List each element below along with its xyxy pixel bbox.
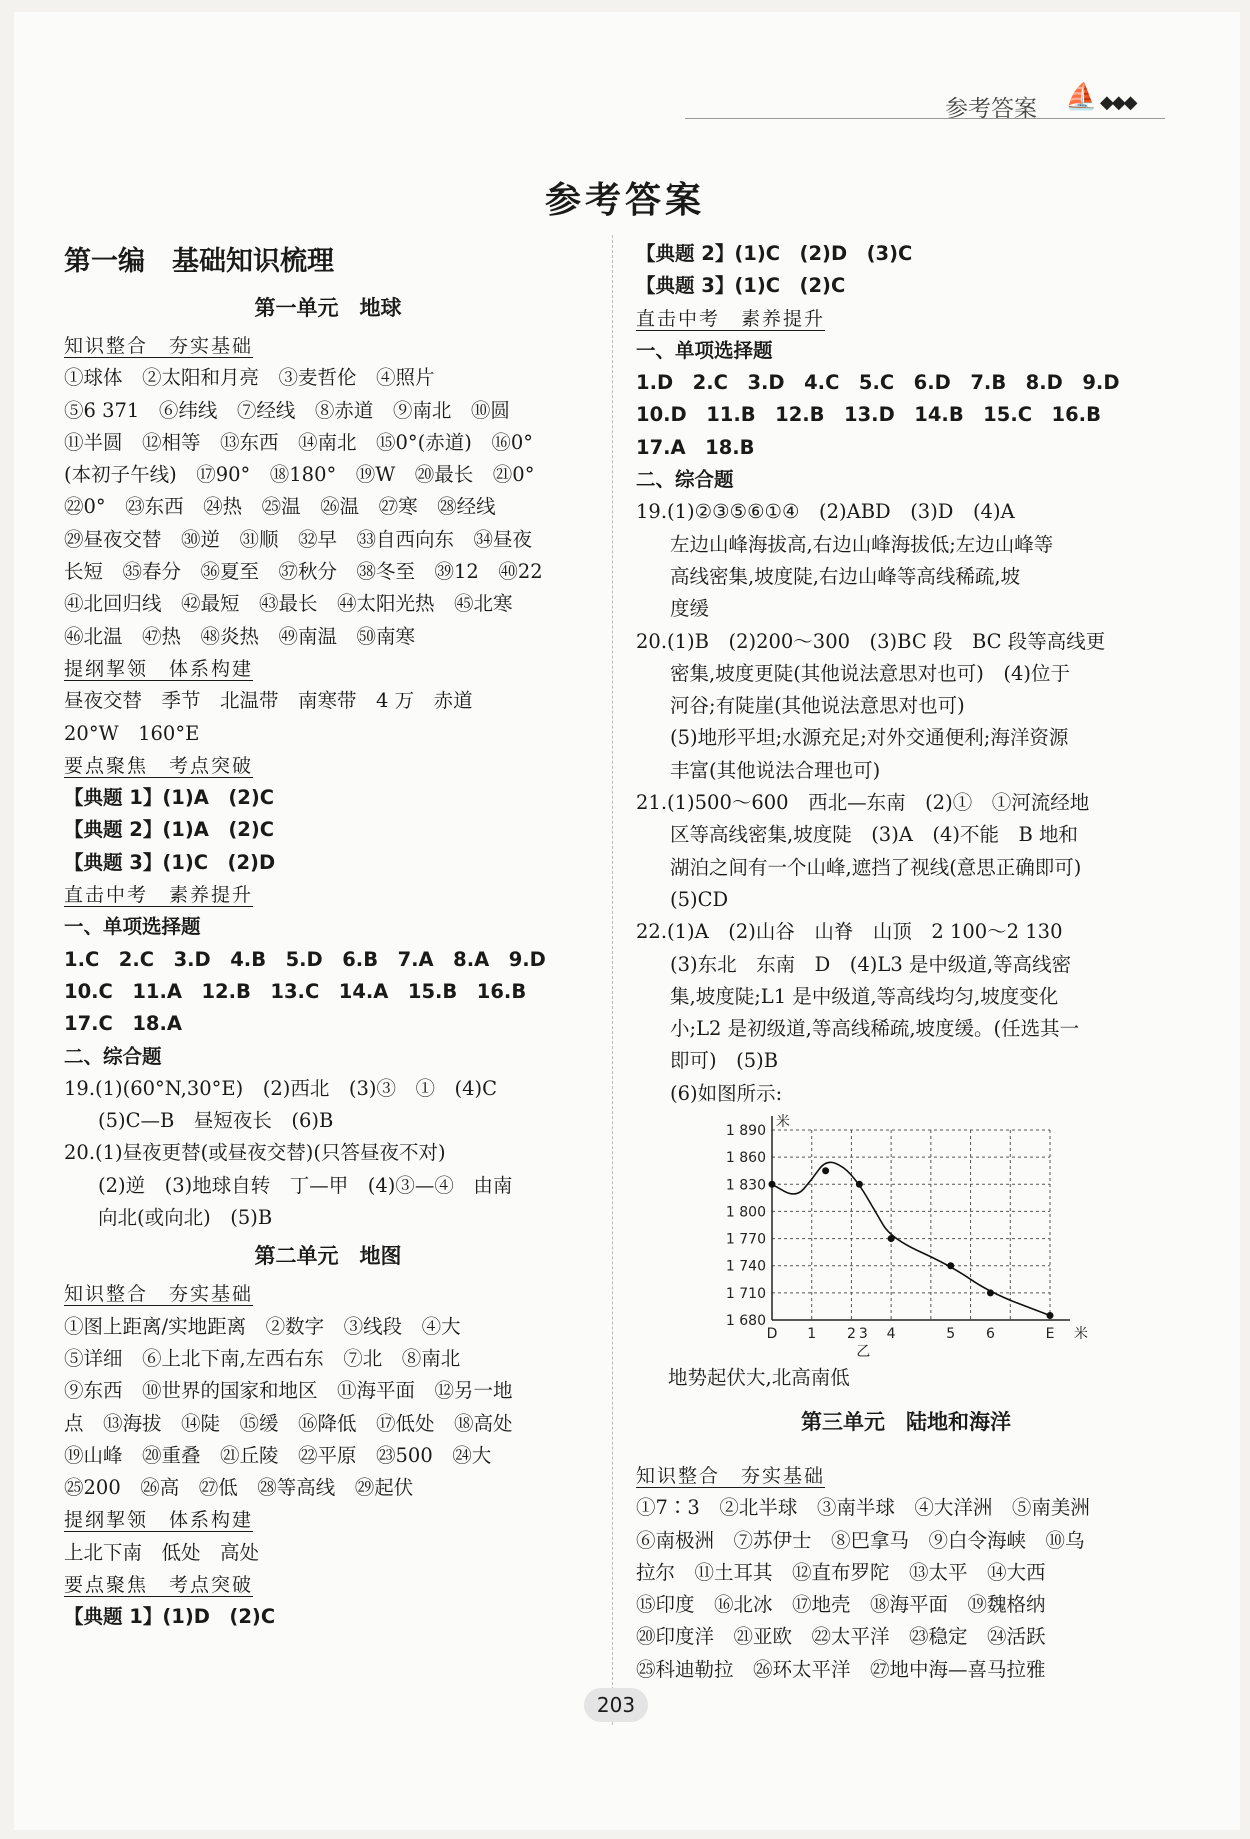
x-tick-label: 4 (886, 1326, 896, 1342)
elevation-profile-chart (720, 1110, 1100, 1360)
example-answer: 【典题 3】(1)C (2)D (64, 850, 276, 874)
answer-line: (本初子午线) ⑰90° ⑱180° ⑲W ⑳最长 ㉑0° (64, 463, 535, 487)
x-axis-label: 米 (1074, 1326, 1088, 1342)
answer-line: (5)CD (670, 887, 729, 911)
part-title: 第一编 基础知识梳理 (64, 246, 334, 277)
answer-line: 昼夜交替 季节 北温带 南寒带 4 万 赤道 (64, 689, 473, 713)
y-tick-label: 1 710 (725, 1285, 766, 1302)
answer-line: ⑤6 371 ⑥纬线 ⑦经线 ⑧赤道 ⑨南北 ⑩圆 (64, 398, 510, 422)
answer-line: 左边山峰海拔高,右边山峰海拔低;左边山峰等 (670, 532, 1054, 556)
y-tick-label: 1 890 (725, 1123, 766, 1139)
answer-line: ①球体 ②太阳和月亮 ③麦哲伦 ④照片 (64, 366, 435, 390)
x-tick-label: E (1045, 1326, 1055, 1342)
data-point (856, 1181, 863, 1188)
answer-line: ⑥南极洲 ⑦苏伊士 ⑧巴拿马 ⑨白令海峡 ⑩乌 (636, 1528, 1085, 1552)
answer-line: 20°W 160°E (64, 721, 200, 745)
chart-caption: 地势起伏大,北高南低 (668, 1366, 850, 1389)
answer-line: ①7∶3 ②北半球 ③南半球 ④大洋洲 ⑤南美洲 (636, 1496, 1090, 1520)
answer-line: 丰富(其他说法合理也可) (670, 758, 881, 782)
running-header (685, 82, 1165, 122)
x-tick-label: 2 (846, 1326, 856, 1342)
x-tick-label: D (766, 1326, 778, 1342)
header-rule (685, 118, 1165, 119)
section-heading: 提纲挈领 体系构建 (64, 657, 254, 680)
data-point (1047, 1312, 1054, 1319)
answer-line: 17.A 18.B (636, 435, 755, 459)
answer-line: ㊻北温 ㊼热 ㊽炎热 ㊾南温 ㊿南寒 (64, 624, 416, 648)
y-tick-label: 1 770 (725, 1231, 766, 1248)
example-answer: 【典题 2】(1)C (2)D (3)C (636, 242, 913, 265)
answer-line: 17.C 18.A (64, 1012, 182, 1036)
answer-line: 河谷;有陡崖(其他说法意思对也可) (670, 694, 965, 718)
section-heading: 知识整合 夯实基础 (64, 1283, 254, 1306)
diamond-ornament: ◆◆◆ (1100, 92, 1136, 113)
example-answer: 【典题 2】(1)A (2)C (64, 818, 275, 842)
sailboat-icon: ⛵ (1065, 82, 1098, 112)
answer-line: 10.C 11.A 12.B 13.C 14.A 15.B 16.B (64, 979, 527, 1003)
x-tick-label: 5 (946, 1326, 956, 1342)
right-column (636, 238, 1176, 1110)
data-point (769, 1181, 776, 1188)
section-heading: 直击中考 素养提升 (636, 307, 826, 330)
answer-line: (6)如图所示: (670, 1081, 783, 1105)
answer-line: (5)地形平坦;水源充足;对外交通便利;海洋资源 (670, 726, 1069, 750)
answer-line: 21.(1)500～600 西北—东南 (2)① ①河流经地 (636, 791, 1090, 815)
data-point (888, 1235, 895, 1242)
answer-line: ㉕科迪勒拉 ㉖环太平洋 ㉗地中海—喜马拉雅 (636, 1657, 1046, 1681)
answer-line: 向北(或向北) (5)B (98, 1206, 273, 1230)
subheading: 一、单项选择题 (636, 338, 773, 362)
left-column (64, 238, 592, 1634)
running-title: 参考答案 (945, 96, 1037, 122)
section-heading: 直击中考 素养提升 (64, 884, 254, 907)
x-tick-label: 1 (807, 1326, 817, 1342)
answer-line: 集,坡度陡;L1 是中级道,等高线均匀,坡度变化 (670, 984, 1059, 1008)
section-heading: 要点聚焦 考点突破 (64, 1573, 254, 1596)
y-tick-label: 1 830 (725, 1177, 766, 1194)
answer-line: ㊶北回归线 ㊷最短 ㊸最长 ㊹太阳光热 ㊺北寒 (64, 592, 513, 616)
answer-line: 10.D 11.B 12.B 13.D 14.B 15.C 16.B (636, 403, 1101, 427)
page-title: 参考答案 (544, 180, 705, 221)
answer-line: 20.(1)昼夜更替(或昼夜交替)(只答昼夜不对) (64, 1141, 446, 1165)
subheading: 二、综合题 (64, 1044, 162, 1068)
section-heading: 要点聚焦 考点突破 (64, 754, 254, 777)
answer-line: 拉尔 ⑪土耳其 ⑫直布罗陀 ⑬太平 ⑭大西 (636, 1560, 1046, 1584)
answer-line: ⑪半圆 ⑫相等 ⑬东西 ⑭南北 ⑮0°(赤道) ⑯0° (64, 430, 534, 454)
y-tick-label: 1 800 (725, 1204, 766, 1221)
answer-line: ⑮印度 ⑯北冰 ⑰地壳 ⑱海平面 ⑲魏格纳 (636, 1593, 1046, 1617)
unit3-title: 第三单元 陆地和海洋 (801, 1410, 1011, 1434)
subheading: 一、单项选择题 (64, 915, 201, 939)
answer-line: ⑨东西 ⑩世界的国家和地区 ⑪海平面 ⑫另一地 (64, 1379, 513, 1403)
answer-line: ①图上距离/实地距离 ②数字 ③线段 ④大 (64, 1314, 461, 1338)
unit3-answers (636, 1460, 1176, 1686)
answer-line: 上北下南 低处 高处 (64, 1540, 260, 1564)
answer-line: 湖泊之间有一个山峰,遮挡了视线(意思正确即可) (670, 855, 1082, 879)
answer-line: 即可) (5)B (670, 1049, 779, 1073)
section-heading: 知识整合 夯实基础 (64, 335, 254, 357)
answer-line: (3)东北 东南 D (4)L3 是中级道,等高线密 (670, 952, 1072, 976)
subheading: 二、综合题 (636, 468, 734, 492)
section-heading: 知识整合 夯实基础 (636, 1465, 826, 1487)
answer-line: ⑲山峰 ⑳重叠 ㉑丘陵 ㉒平原 ㉓500 ㉔大 (64, 1443, 492, 1467)
data-point (822, 1167, 829, 1174)
example-answer: 【典题 1】(1)D (2)C (64, 1605, 276, 1629)
answer-line: 小;L2 是初级道,等高线稀疏,坡度缓。(任选其一 (670, 1017, 1080, 1041)
answer-line: 1.C 2.C 3.D 4.B 5.D 6.B 7.A 8.A 9.D (64, 947, 546, 971)
y-tick-label: 1 860 (725, 1150, 766, 1167)
y-tick-label: 1 680 (725, 1313, 766, 1329)
answer-line: ⑤详细 ⑥上北下南,左西右东 ⑦北 ⑧南北 (64, 1346, 461, 1370)
answer-line: ⑳印度洋 ㉑亚欧 ㉒太平洋 ㉓稳定 ㉔活跃 (636, 1625, 1046, 1649)
answer-line: ㉒0° ㉓东西 ㉔热 ㉕温 ㉖温 ㉗寒 ㉘经线 (64, 495, 496, 519)
answer-line: 20.(1)B (2)200～300 (3)BC 段 BC 段等高线更 (636, 629, 1106, 653)
x-tick-label: 6 (985, 1326, 995, 1342)
answer-line: 点 ⑬海拔 ⑭陡 ⑮缓 ⑯降低 ⑰低处 ⑱高处 (64, 1411, 513, 1435)
data-point (987, 1289, 994, 1296)
column-divider (612, 235, 613, 1725)
answer-line: 19.(1)②③⑤⑥①④ (2)ABD (3)D (4)A (636, 500, 1015, 524)
answer-line: (5)C—B 昼短夜长 (6)B (98, 1109, 334, 1133)
answer-line: (2)逆 (3)地球自转 丁—甲 (4)③—④ 由南 (98, 1173, 513, 1197)
answer-line: 22.(1)A (2)山谷 山脊 山顶 2 100～2 130 (636, 920, 1063, 944)
answer-line: 度缓 (670, 597, 710, 621)
answer-line: ㉙昼夜交替 ㉚逆 ㉛顺 ㉜早 ㉝自西向东 ㉞昼夜 (64, 527, 533, 551)
answer-line: 19.(1)(60°N,30°E) (2)西北 (3)③ ① (4)C (64, 1076, 498, 1100)
example-answer: 【典题 1】(1)A (2)C (64, 786, 275, 810)
chart-svg (720, 1110, 1100, 1360)
x-sub-label: 乙 (856, 1344, 871, 1360)
unit1-title: 第一单元 地球 (254, 296, 402, 320)
y-tick-label: 1 740 (725, 1258, 766, 1275)
example-answer: 【典题 3】(1)C (2)C (636, 274, 846, 298)
section-heading: 提纲挈领 体系构建 (64, 1509, 254, 1532)
page-number: 203 (584, 1688, 648, 1722)
answer-line: 密集,坡度更陡(其他说法意思对也可) (4)位于 (670, 661, 1071, 685)
unit2-title: 第二单元 地图 (254, 1244, 402, 1269)
answer-line: 区等高线密集,坡度陡 (3)A (4)不能 B 地和 (670, 823, 1079, 847)
answer-line: 高线密集,坡度陡,右边山峰等高线稀疏,坡 (670, 564, 1021, 588)
y-axis-label: 米 (776, 1114, 790, 1130)
answer-line: 长短 ㉟春分 ㊱夏至 ㊲秋分 ㊳冬至 ㊴12 ㊵22 (64, 560, 543, 584)
data-point (947, 1262, 954, 1269)
answer-line: ㉕200 ㉖高 ㉗低 ㉘等高线 ㉙起伏 (64, 1476, 414, 1500)
x-tick-label: 3 (858, 1326, 868, 1342)
answer-line: 1.D 2.C 3.D 4.C 5.C 6.D 7.B 8.D 9.D (636, 371, 1120, 395)
